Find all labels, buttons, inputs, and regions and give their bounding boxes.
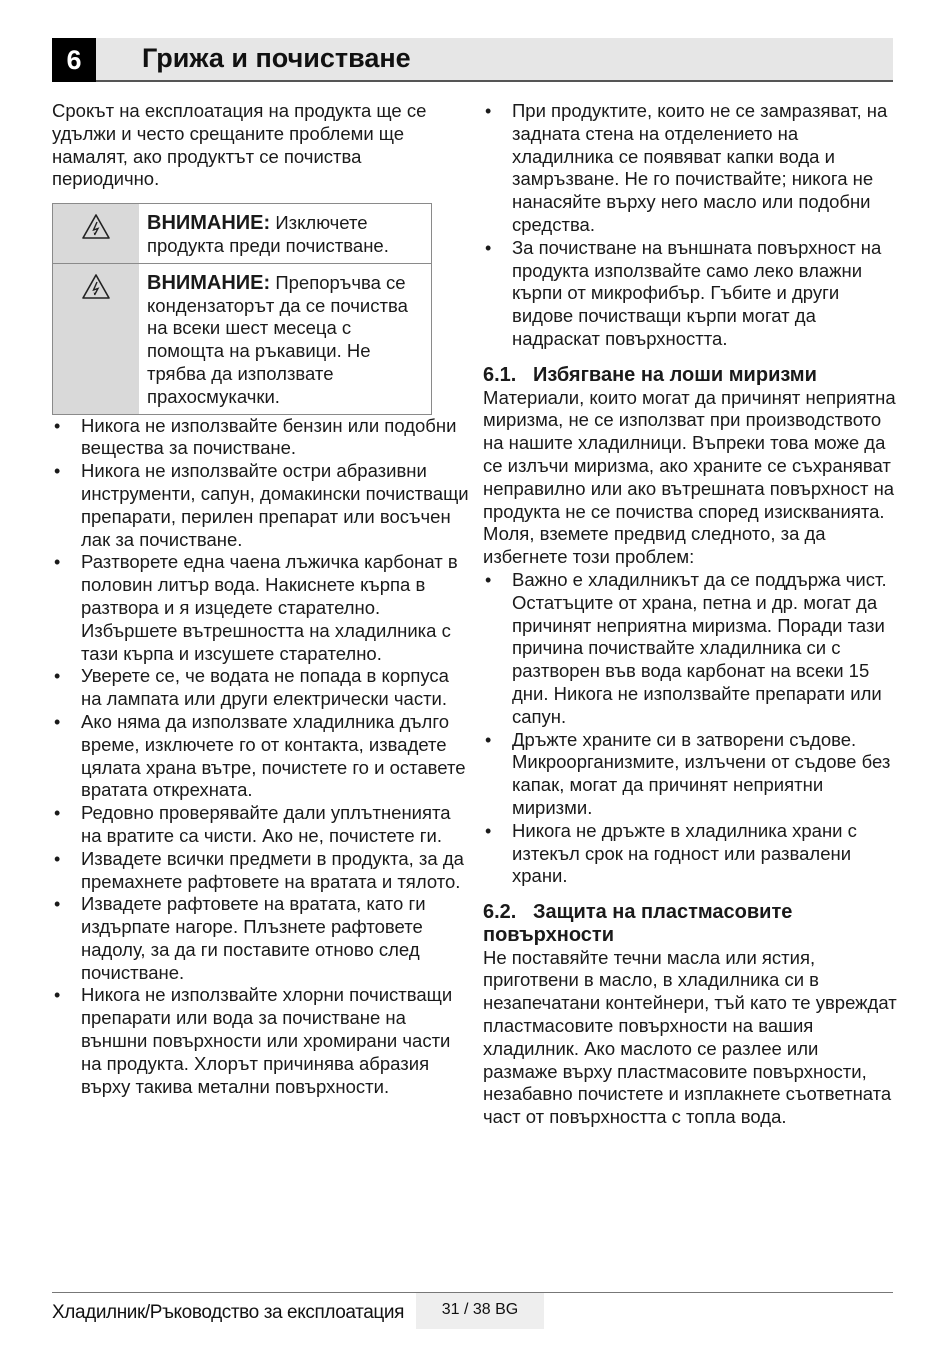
cleaning-instructions-list-continued xyxy=(483,100,898,351)
list-item: • Извадете всички предмети в продукта, за да премахнете рафтовете на вратата и тялото. xyxy=(52,848,472,894)
list-item: • Никога не използвайте хлорни почистващи препарати или вода за почистване на външни повърхности или хромирани части на продукта. Хлорът причинява абразия върху такива метални повърхности. xyxy=(52,984,472,1098)
list-item: • Никога не дръжте в хладилника храни с изтекъл срок на годност или развалени храни. xyxy=(483,820,898,888)
list-item: • Редовно проверявайте дали уплътненията на вратите са чисти. Ако не, почистете ги. xyxy=(52,802,472,848)
section-heading-plastic xyxy=(483,901,898,947)
cleaning-instructions-list xyxy=(52,415,472,1099)
warning-text xyxy=(139,204,431,263)
electric-warning-icon xyxy=(81,213,111,240)
warning-label: ВНИМАНИЕ: xyxy=(147,271,271,294)
section-number: 6.2. xyxy=(483,901,517,924)
list-item: • Никога не използвайте бензин или подобни вещества за почистване. xyxy=(52,415,472,461)
section-heading-odors xyxy=(483,364,898,387)
list-item: • Дръжте храните си в затворени съдове. Микроорганизмите, излъчени от съдове без капак, могат да причинят неприятни миризми. xyxy=(483,729,898,820)
section-body: Не поставяйте течни масла или ястия, приготвени в масло, в хладилника си в незапечатани контейнери, тъй като те увреждат пластмасовите повърхности на вашия хладилник. Ако маслото се разлее или размаже върху пластмасовите повърхности, незабавно почистете и изплакнете съответната част от повърхността с топла вода. xyxy=(483,946,897,1128)
odor-prevention-list xyxy=(483,569,898,888)
right-column xyxy=(483,100,898,1129)
section-title: Избягване на лоши миризми xyxy=(533,363,817,386)
warning-label: ВНИМАНИЕ: xyxy=(147,212,271,235)
chapter-number: 6 xyxy=(52,38,96,82)
footer-manual-title: Хладилник/Ръководство за експлоатация xyxy=(52,1302,404,1323)
section-title: Защита на пластмасовите повърхности xyxy=(483,901,793,946)
list-item: • Никога не използвайте остри абразивни инструменти, сапун, домакински почистващи препарати, перилен препарат или восъчен лак за почистване. xyxy=(52,460,472,551)
chapter-header xyxy=(52,38,893,82)
warning-message: Препоръчва се кондензаторът да се почиства на всеки шест месеца с помощта на ръкавици. Не трябва да използвате прахосмукачки. xyxy=(147,271,408,407)
section-body: Материали, които могат да причинят неприятна миризма, не се използват при производството на нашите хладилници. Въпреки това може да се излъчи миризма, ако храните се съхраняват неправилно или ако вътрешната повърхност на продукта не се почиства според изискванията. Моля, вземете предвид следното, за да избегнете този проблем: xyxy=(483,386,896,568)
warning-row xyxy=(53,263,431,414)
list-item: • При продуктите, които не се замразяват, на задната стена на отделението на хладилника се появяват капки вода и замръзване. Не го почиствайте; никога не нанасяйте върху него масло или подобни средства. xyxy=(483,100,898,237)
warning-text xyxy=(139,264,431,414)
intro-paragraph: Срокът на експлоатация на продукта ще се удължи и често срещаните проблеми ще намалят, ако продуктът се почиства периодично. xyxy=(52,100,427,190)
warning-message: Изключете продукта преди почистване. xyxy=(147,212,389,256)
chapter-title-bar xyxy=(96,38,893,82)
list-item: • Извадете рафтовете на вратата, като ги издърпате нагоре. Плъзнете рафтовете надолу, за да ги поставите отново след почистване. xyxy=(52,893,472,984)
page-number: 31 / 38 BG xyxy=(416,1293,544,1329)
list-item: • Уверете се, че водата не попада в корпуса на лампата или други електрически части. xyxy=(52,665,472,711)
left-column xyxy=(52,100,472,1098)
electric-warning-icon xyxy=(81,273,111,300)
section-number: 6.1. xyxy=(483,363,517,386)
list-item: • Важно е хладилникът да се поддържа чист. Остатъците от храна, петна и др. могат да причинят неприятна миризма. Поради тази причина почиствайте хладилника си с разтворен във вода карбонат на всеки 15 дни. Никога не използвайте препарати или сапун. xyxy=(483,569,898,729)
warning-row xyxy=(53,204,431,263)
list-item: • Разтворете една чаена лъжичка карбонат в половин литър вода. Накиснете кърпа в разтвора и я изцедете старателно. Избършете вътрешността на хладилника с тази кърпа и изсушете старателно. xyxy=(52,551,472,665)
warning-box xyxy=(52,203,432,414)
chapter-title: Грижа и почистване xyxy=(142,43,411,73)
list-item: • Ако няма да използвате хладилника дълго време, изключете го от контакта, извадете цялата храна вътре, почистете го и оставете вратата открехната. xyxy=(52,711,472,802)
list-item: • За почистване на външната повърхност на продукта използвайте само леко влажни кърпи от микрофибър. Гъбите и други видове почистващи кърпи могат да надраскат повърхността. xyxy=(483,237,898,351)
